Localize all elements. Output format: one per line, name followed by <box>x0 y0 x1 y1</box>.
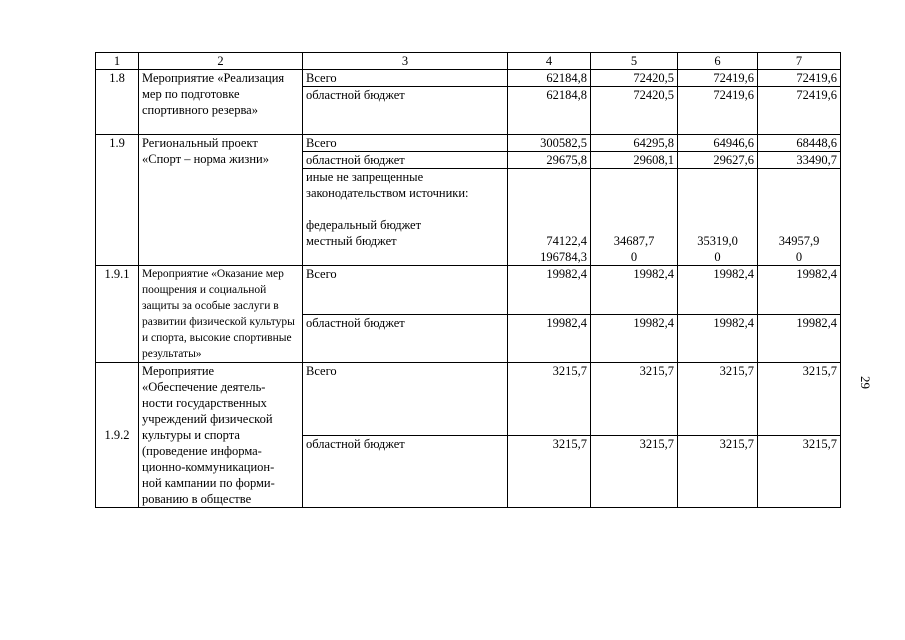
value-cell <box>508 169 591 266</box>
header-row <box>96 53 841 70</box>
value-cell: 29627,6 <box>678 152 758 169</box>
value-cell: 62184,8 <box>508 70 591 87</box>
source-label: Всего <box>303 70 508 87</box>
value-cell: 72419,6 <box>758 70 841 87</box>
value-cell: 3215,7 <box>591 435 678 508</box>
value-cell: 62184,8 <box>508 87 591 135</box>
source-label: областной бюджет <box>303 314 508 363</box>
local-budget-label: местный бюджет <box>306 234 397 248</box>
value-cell: 3215,7 <box>591 363 678 436</box>
value-cell: 19982,4 <box>508 266 591 315</box>
row-number: 1.9 <box>96 135 139 266</box>
row-number: 1.9.1 <box>96 266 139 363</box>
federal-value: 74122,4 <box>546 234 587 248</box>
value-cell: 72419,6 <box>678 70 758 87</box>
budget-table <box>95 52 841 508</box>
local-value: 196784,3 <box>540 250 587 264</box>
value-cell: 19982,4 <box>678 314 758 363</box>
value-cell: 68448,6 <box>758 135 841 152</box>
value-cell: 29675,8 <box>508 152 591 169</box>
table-row <box>96 135 841 152</box>
value-cell: 19982,4 <box>678 266 758 315</box>
value-cell: 72419,6 <box>758 87 841 135</box>
source-label: областной бюджет <box>303 435 508 508</box>
header-cell: 1 <box>96 53 139 70</box>
source-label: Всего <box>303 363 508 436</box>
header-cell: 6 <box>678 53 758 70</box>
federal-value: 34957,9 <box>778 234 820 248</box>
federal-value: 35319,0 <box>697 234 738 248</box>
row-number: 1.9.2 <box>96 363 139 508</box>
activity-name: Мероприятие «Реализация мер по подготовке спортивного резерва» <box>139 70 303 135</box>
source-label: областной бюджет <box>303 87 508 135</box>
activity-name: Региональный проект «Спорт – норма жизни» <box>139 135 303 266</box>
value-cell: 19982,4 <box>758 314 841 363</box>
value-cell: 29608,1 <box>591 152 678 169</box>
value-cell: 72420,5 <box>591 70 678 87</box>
value-cell: 72419,6 <box>678 87 758 135</box>
table-row <box>96 266 841 315</box>
header-cell: 5 <box>591 53 678 70</box>
source-label: Всего <box>303 266 508 315</box>
header-cell: 3 <box>303 53 508 70</box>
value-cell: 3215,7 <box>508 363 591 436</box>
local-value: 0 <box>795 250 803 264</box>
row-number: 1.8 <box>96 70 139 135</box>
value-cell: 72420,5 <box>591 87 678 135</box>
value-cell: 19982,4 <box>591 266 678 315</box>
value-cell <box>758 169 841 266</box>
value-cell: 3215,7 <box>678 363 758 436</box>
table-row <box>96 363 841 436</box>
local-value: 0 <box>630 250 638 264</box>
other-sources-label: иные не запрещенные законодательством источники: <box>306 170 469 200</box>
table-row <box>96 70 841 87</box>
value-cell: 3215,7 <box>508 435 591 508</box>
value-cell: 19982,4 <box>508 314 591 363</box>
other-sources-cell <box>303 169 508 266</box>
local-value: 0 <box>714 250 721 264</box>
value-cell: 3215,7 <box>758 363 841 436</box>
value-cell: 19982,4 <box>758 266 841 315</box>
source-label: Всего <box>303 135 508 152</box>
value-cell <box>678 169 758 266</box>
federal-budget-label: федеральный бюджет <box>306 218 422 232</box>
value-cell <box>591 169 678 266</box>
value-cell: 33490,7 <box>758 152 841 169</box>
activity-name: Мероприятие «Обеспечение деятель- ности государственных учреждений физической культуры и спорта (проведение информа- ционно-коммуникацион- ной кампании по форми- рованию в обществе <box>139 363 303 508</box>
value-cell: 3215,7 <box>758 435 841 508</box>
value-cell: 300582,5 <box>508 135 591 152</box>
header-cell: 2 <box>139 53 303 70</box>
activity-name: Мероприятие «Оказание мер поощрения и социальной защиты за особые заслуги в развитии физической культуры и спорта, высокие спортивные результаты» <box>139 266 303 363</box>
value-cell: 64295,8 <box>591 135 678 152</box>
value-cell: 64946,6 <box>678 135 758 152</box>
value-cell: 19982,4 <box>591 314 678 363</box>
page-number: 29 <box>858 376 873 389</box>
value-cell: 3215,7 <box>678 435 758 508</box>
header-cell: 7 <box>758 53 841 70</box>
header-cell: 4 <box>508 53 591 70</box>
federal-value: 34687,7 <box>613 234 655 248</box>
source-label: областной бюджет <box>303 152 508 169</box>
